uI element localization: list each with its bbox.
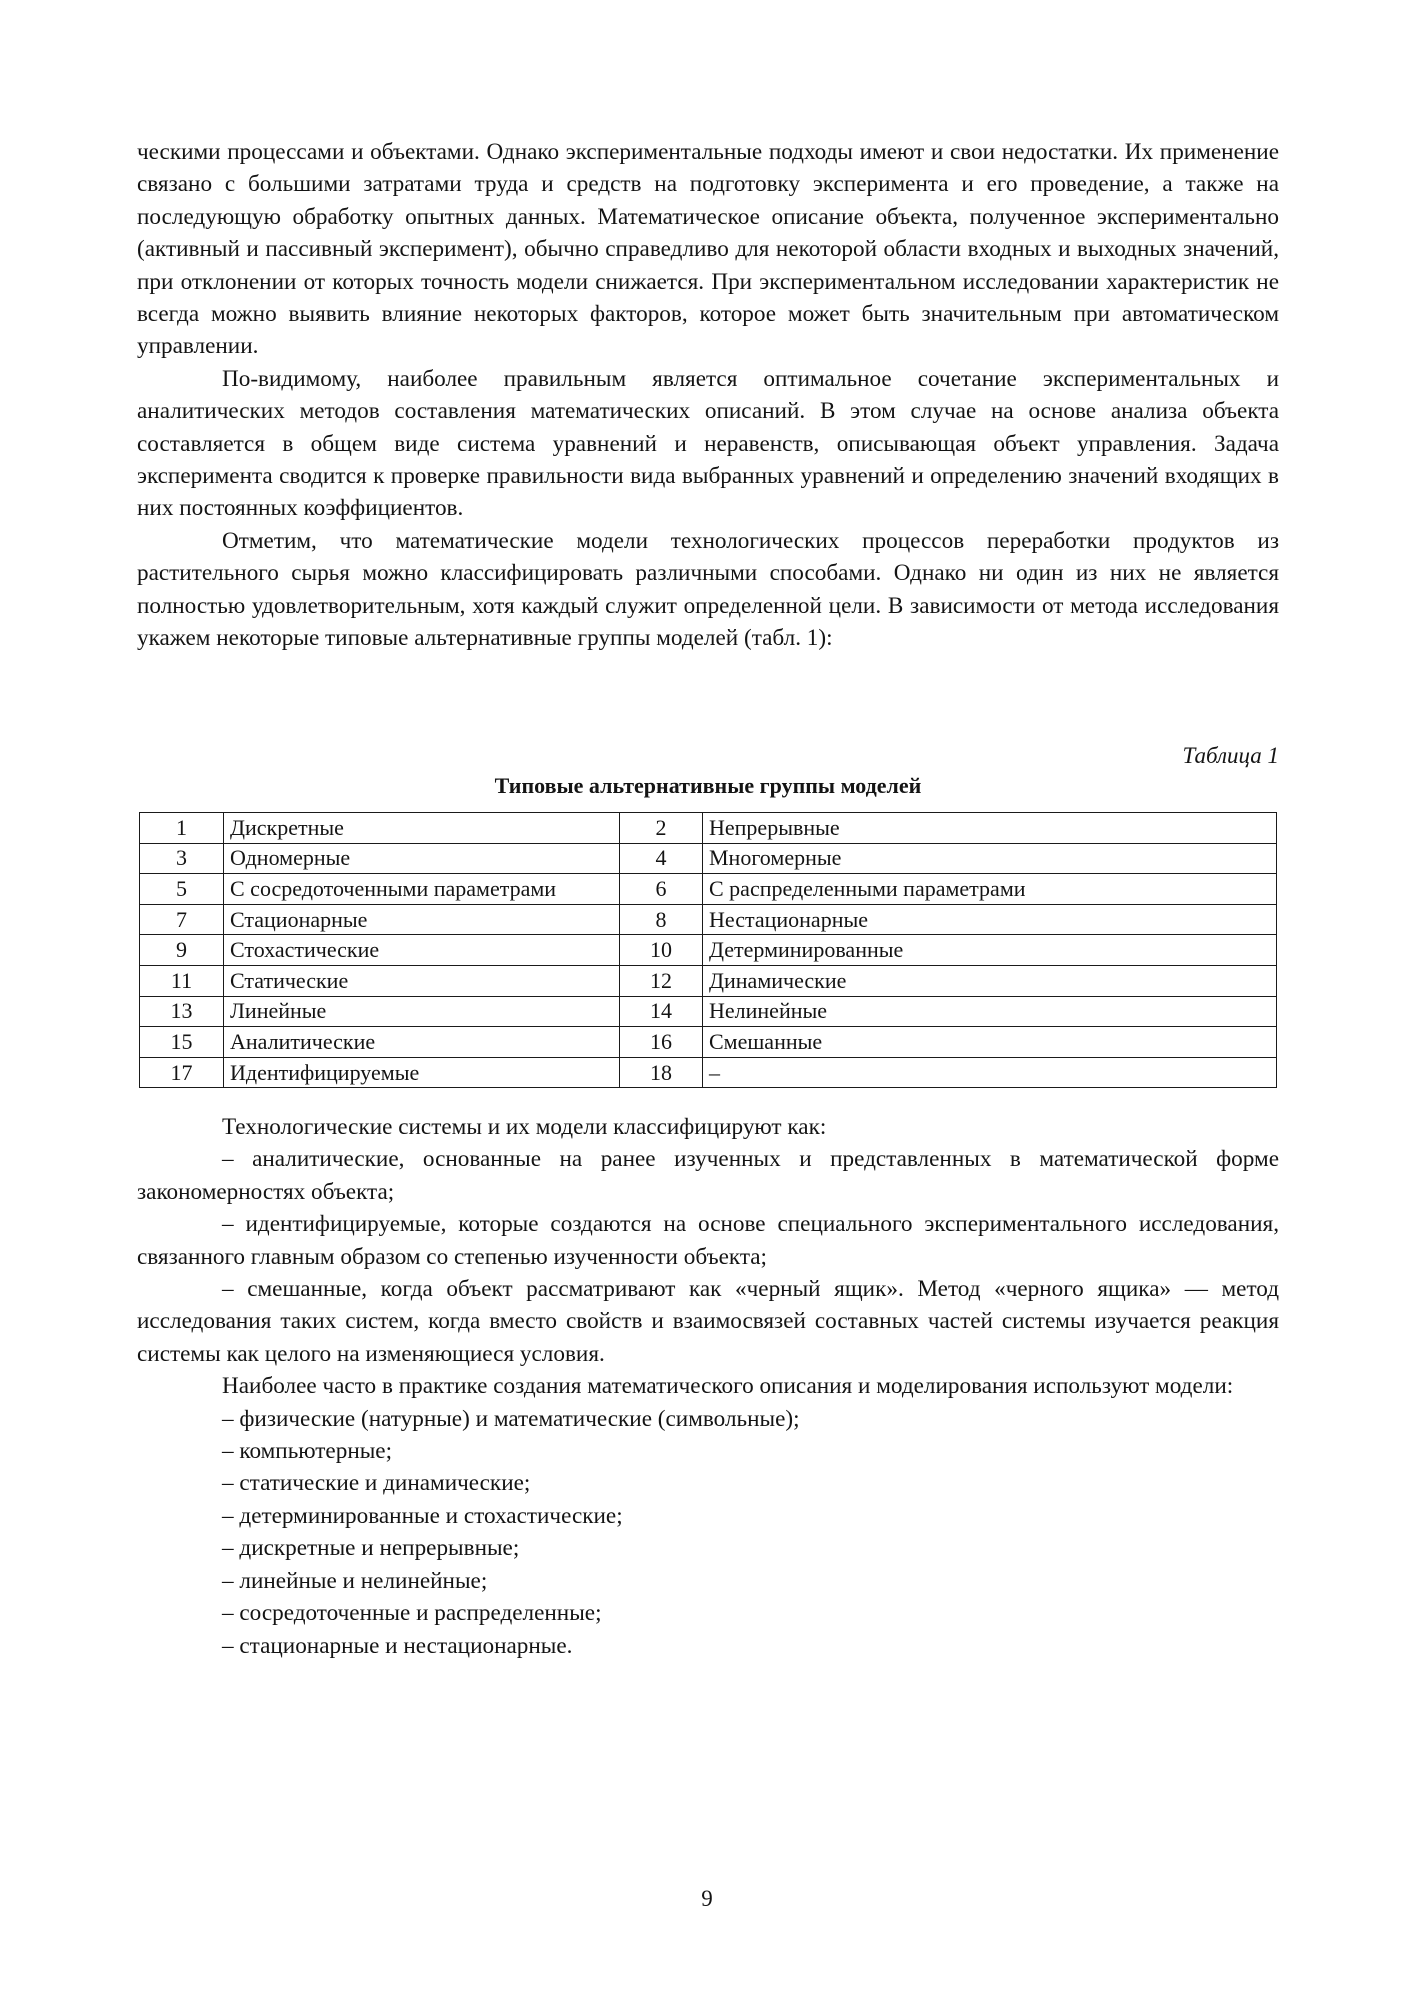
table-cell-number: 17: [140, 1057, 224, 1088]
paragraph: По-видимому, наиболее правильным является оптимальное сочетание экспериментальных и аналитических методов составления математических описаний. В этом случае на основе анализа объекта составляется в общем виде система уравнений и неравенств, описывающая объект управления. Задача эксперимента сводится к проверке правильности вида выбранных уравнений и определению значений входящих в них постоянных коэффициентов.: [137, 365, 1279, 522]
table-cell-number: 10: [620, 935, 703, 966]
table-cell-number: 3: [140, 843, 224, 874]
table-row: [140, 935, 1277, 966]
table-cell-label: Детерминированные: [703, 935, 1277, 966]
table-cell-label: Динамические: [703, 965, 1277, 996]
table-row: [140, 813, 1277, 844]
paragraph: Наиболее часто в практике создания математического описания и моделирования используют модели:: [222, 1373, 1234, 1400]
paragraph: Технологические системы и их модели классифицируют как:: [222, 1114, 827, 1140]
table-cell-label: Смешанные: [703, 1027, 1277, 1058]
table-row: [140, 996, 1277, 1027]
list-item: – детерминированные и стохастические;: [222, 1502, 623, 1529]
table-row: [140, 874, 1277, 905]
table-cell-number: 8: [620, 904, 703, 935]
table-cell-number: 1: [140, 813, 224, 844]
table-row: [140, 965, 1277, 996]
table-cell-number: 5: [140, 874, 224, 905]
table-cell-label: Нестационарные: [703, 904, 1277, 935]
table-cell-number: 13: [140, 996, 224, 1027]
table-cell-label: Идентифицируемые: [224, 1057, 620, 1088]
list-item: – сосредоточенные и распределенные;: [222, 1600, 602, 1627]
table-cell-label: Стохастические: [224, 935, 620, 966]
table-cell-label: Аналитические: [224, 1027, 620, 1058]
table-cell-label: Нелинейные: [703, 996, 1277, 1027]
table-cell-number: 2: [620, 813, 703, 844]
model-groups-table: [139, 812, 1277, 1088]
paragraph: ческими процессами и объектами. Однако экспериментальные подходы имеют и свои недостатки. Их применение связано с большими затратами труда и средств на подготовку эксперимента и его проведение, а также на последующую обработку опытных данных. Математическое описание объекта, полученное экспериментально (активный и пассивный эксперимент), обычно справедливо для некоторой области входных и выходных значений, при отклонении от которых точность модели снижается. При экспериментальном исследовании характеристик не всегда можно выявить влияние некоторых факторов, которое может быть значительным при автоматическом управлении.: [137, 139, 1279, 360]
paragraph: – идентифицируемые, которые создаются на основе специального экспериментального исследования, связанного главным образом со степенью изученности объекта;: [137, 1211, 1279, 1270]
table-cell-label: Линейные: [224, 996, 620, 1027]
list-item: – компьютерные;: [222, 1438, 393, 1465]
table-cell-number: 12: [620, 965, 703, 996]
table-row: [140, 1057, 1277, 1088]
table-cell-label: Дискретные: [224, 813, 620, 844]
paragraph: Отметим, что математические модели технологических процессов переработки продуктов из растительного сырья можно классифицировать различными способами. Однако ни один из них не является полностью удовлетворительным, хотя каждый служит определенной цели. В зависимости от метода исследования укажем некоторые типовые альтернативные группы моделей (табл. 1):: [137, 527, 1279, 652]
list-item: – дискретные и непрерывные;: [222, 1535, 520, 1562]
table-cell-label: Статические: [224, 965, 620, 996]
list-item: – линейные и нелинейные;: [222, 1567, 488, 1594]
table-row: [140, 1027, 1277, 1058]
list-item: – статические и динамические;: [222, 1470, 531, 1497]
list-item: – физические (натурные) и математические (символьные);: [222, 1405, 800, 1432]
table-cell-number: 18: [620, 1057, 703, 1088]
table-cell-number: 16: [620, 1027, 703, 1058]
paragraph: – смешанные, когда объект рассматривают как «черный ящик». Метод «черного ящика» — метод исследования таких систем, когда вместо свойств и взаимосвязей составных частей системы изучается реакция системы как целого на изменяющиеся условия.: [137, 1276, 1279, 1367]
table-cell-label: С сосредоточенными параметрами: [224, 874, 620, 905]
table-cell-number: 4: [620, 843, 703, 874]
table-row: [140, 843, 1277, 874]
table-cell-label: Стационарные: [224, 904, 620, 935]
table-cell-number: 14: [620, 996, 703, 1027]
table-caption: Таблица 1: [1182, 743, 1279, 768]
table-cell-number: 9: [140, 935, 224, 966]
body-text-top: [137, 136, 1279, 655]
table-title: Типовые альтернативные группы моделей: [494, 773, 922, 798]
table-cell-label: –: [703, 1057, 1277, 1088]
page-number: 9: [701, 1886, 713, 1911]
table-cell-number: 15: [140, 1027, 224, 1058]
paragraph: – аналитические, основанные на ранее изученных и представленных в математической форме закономерностях объекта;: [137, 1146, 1279, 1205]
body-text-bottom: [137, 1111, 1279, 1662]
list-item: – стационарные и нестационарные.: [222, 1632, 573, 1659]
table-cell-number: 11: [140, 965, 224, 996]
table-row: [140, 904, 1277, 935]
table-cell-label: Одномерные: [224, 843, 620, 874]
table-cell-label: Многомерные: [703, 843, 1277, 874]
table-cell-label: Непрерывные: [703, 813, 1277, 844]
table-cell-number: 7: [140, 904, 224, 935]
table-cell-label: С распределенными параметрами: [703, 874, 1277, 905]
table-cell-number: 6: [620, 874, 703, 905]
